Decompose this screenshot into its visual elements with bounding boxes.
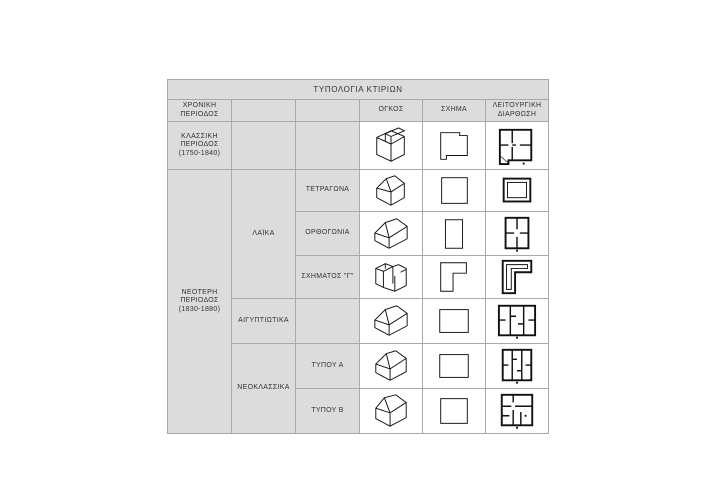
layout-type-b-icon bbox=[495, 391, 539, 431]
table-title: ΤΥΠΟΛΟΓΙΑ ΚΤΙΡΙΩΝ bbox=[168, 80, 549, 100]
layout-classic-icon bbox=[495, 126, 539, 166]
layout-rectangular bbox=[486, 212, 549, 256]
shape-type-b bbox=[423, 389, 486, 434]
subcategory-classic-empty bbox=[296, 122, 360, 170]
volume-gamma bbox=[360, 256, 423, 299]
category-classic-empty bbox=[232, 122, 296, 170]
period-modern: ΝΕΟΤΕΡΗ ΠΕΡΙΟΔΟΣ (1830-1880) bbox=[168, 170, 232, 434]
layout-type-a bbox=[486, 344, 549, 389]
shape-type-a-icon bbox=[435, 347, 473, 385]
volume-square-icon bbox=[372, 171, 410, 211]
period-classic: ΚΛΑΣΣΙΚΗ ΠΕΡΙΟΔΟΣ (1750-1840) bbox=[168, 122, 232, 170]
shape-rectangular bbox=[423, 212, 486, 256]
category-folk: ΛΑΪΚΑ bbox=[232, 170, 296, 299]
header-category bbox=[232, 100, 296, 122]
shape-classic bbox=[423, 122, 486, 170]
shape-classic-icon bbox=[435, 127, 473, 165]
subcategory-type-a: ΤΥΠΟΥ Α bbox=[296, 344, 360, 389]
header-volume: ΟΓΚΟΣ bbox=[360, 100, 423, 122]
header-period: ΧΡΟΝΙΚΗ ΠΕΡΙΟΔΟΣ bbox=[168, 100, 232, 122]
volume-type-b-icon bbox=[372, 391, 410, 431]
subcategory-square: ΤΕΤΡΑΓΩΝΑ bbox=[296, 170, 360, 212]
shape-rectangular-icon bbox=[435, 215, 473, 253]
volume-square bbox=[360, 170, 423, 212]
subcategory-type-b: ΤΥΠΟΥ Β bbox=[296, 389, 360, 434]
layout-square-icon bbox=[495, 171, 539, 211]
shape-egyptian-icon bbox=[435, 302, 473, 340]
shape-square bbox=[423, 170, 486, 212]
volume-classic-icon bbox=[372, 126, 410, 166]
subcategory-gamma: ΣΧΗΜΑΤΟΣ "Γ" bbox=[296, 256, 360, 299]
volume-gamma-icon bbox=[372, 257, 410, 297]
volume-type-b bbox=[360, 389, 423, 434]
volume-rectangular bbox=[360, 212, 423, 256]
typology-table bbox=[167, 79, 549, 434]
category-neoclassic: ΝΕΟΚΛΑΣΣΙΚΑ bbox=[232, 344, 296, 434]
category-egyptian: ΑΙΓΥΠΤΙΩΤΙΚΑ bbox=[232, 299, 296, 344]
shape-type-a bbox=[423, 344, 486, 389]
shape-gamma-icon bbox=[435, 258, 473, 296]
layout-gamma-icon bbox=[495, 257, 539, 297]
volume-type-a-icon bbox=[372, 346, 410, 386]
layout-egyptian-icon bbox=[495, 301, 539, 341]
volume-type-a bbox=[360, 344, 423, 389]
header-shape: ΣΧΗΜΑ bbox=[423, 100, 486, 122]
layout-type-b bbox=[486, 389, 549, 434]
shape-egyptian bbox=[423, 299, 486, 344]
header-subcategory bbox=[296, 100, 360, 122]
layout-gamma bbox=[486, 256, 549, 299]
layout-egyptian bbox=[486, 299, 549, 344]
volume-classic bbox=[360, 122, 423, 170]
layout-rectangular-icon bbox=[495, 214, 539, 254]
layout-classic bbox=[486, 122, 549, 170]
layout-square bbox=[486, 170, 549, 212]
layout-type-a-icon bbox=[495, 346, 539, 386]
header-layout: ΛΕΙΤΟΥΡΓΙΚΗ ΔΙΑΡΘΩΣΗ bbox=[486, 100, 549, 122]
subcategory-rectangular: ΟΡΘΟΓΩΝΙΑ bbox=[296, 212, 360, 256]
subcategory-egyptian-empty bbox=[296, 299, 360, 344]
volume-egyptian-icon bbox=[372, 301, 410, 341]
shape-square-icon bbox=[435, 172, 473, 210]
shape-gamma bbox=[423, 256, 486, 299]
volume-egyptian bbox=[360, 299, 423, 344]
volume-rectangular-icon bbox=[372, 214, 410, 254]
shape-type-b-icon bbox=[435, 392, 473, 430]
